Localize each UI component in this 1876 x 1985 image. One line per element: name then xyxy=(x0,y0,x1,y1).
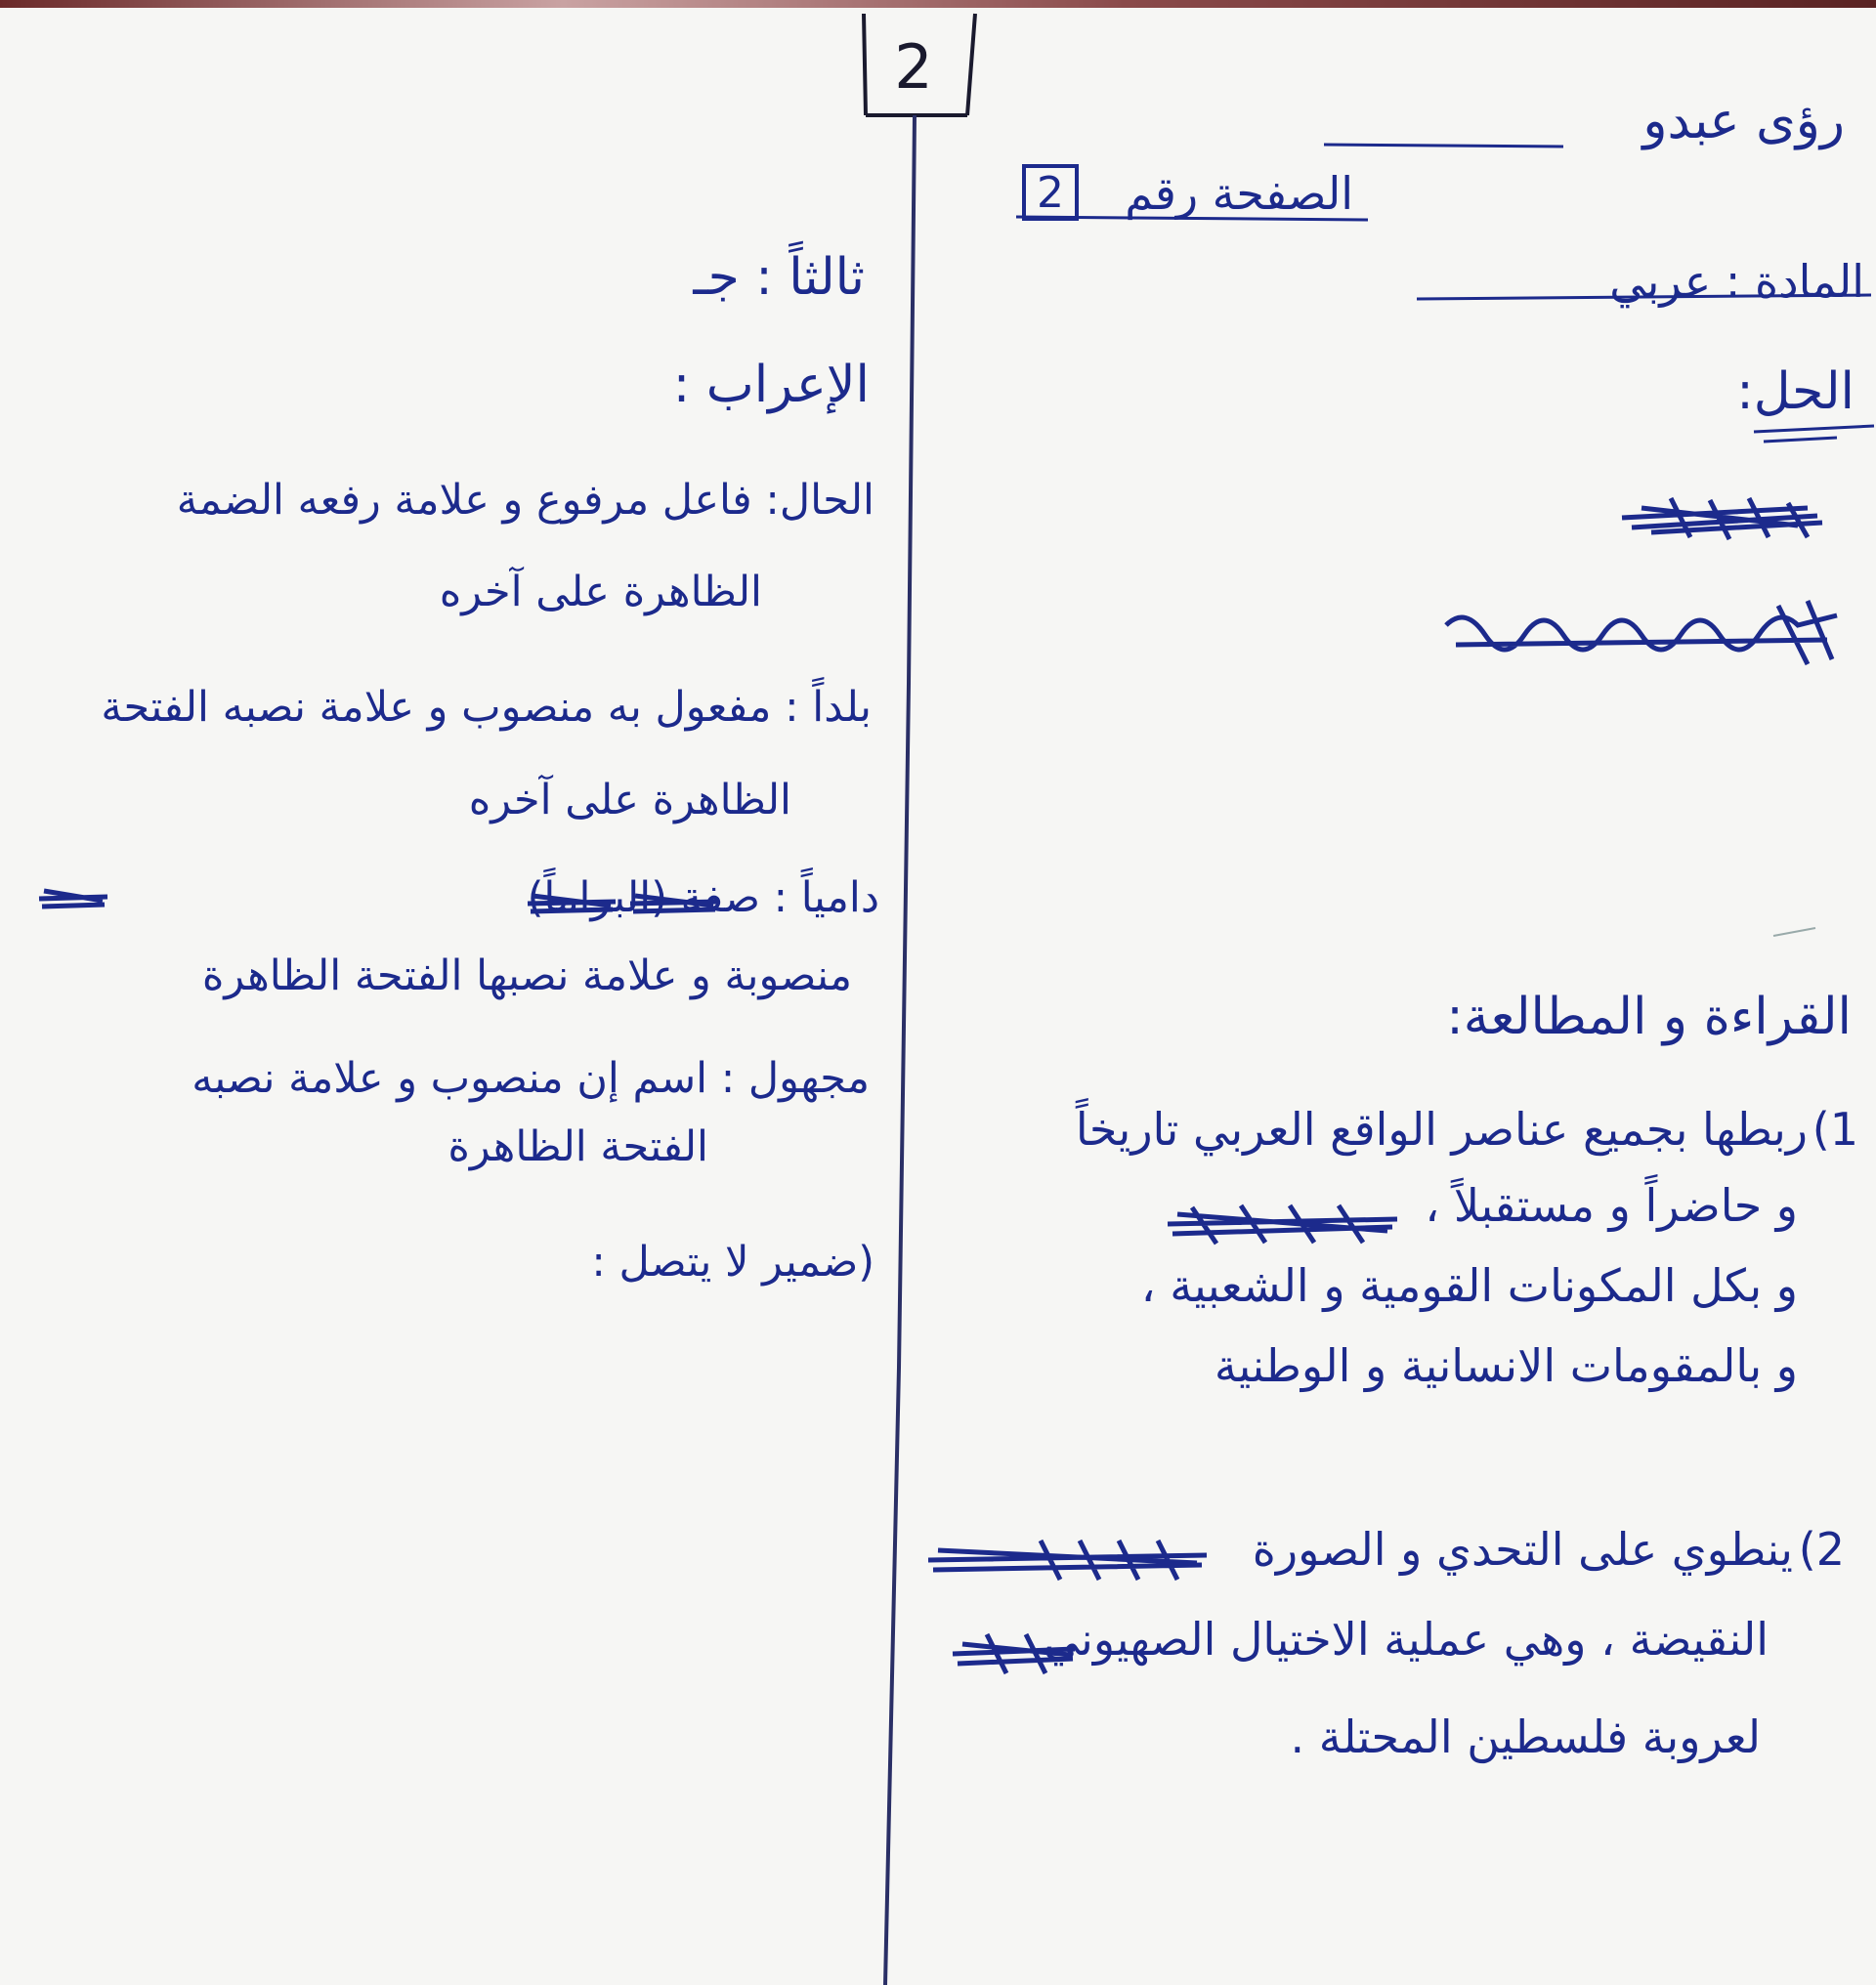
page-label: الصفحة رقم xyxy=(1125,167,1353,220)
student-name: رؤى عبدو xyxy=(1642,92,1845,150)
scribble-4 xyxy=(923,1536,1216,1584)
page-number: 2 xyxy=(894,30,933,103)
answer1-line2: و حاضراً و مستقبلاً ، xyxy=(1425,1179,1798,1232)
answer2-line2: النقيضة ، وهي عملية الاختيال الصهيوني xyxy=(1043,1613,1769,1666)
answer1-marker: 1) xyxy=(1812,1103,1858,1156)
scribble-8 xyxy=(34,879,112,918)
reading-heading: القراءة و المطالعة: xyxy=(1446,988,1852,1046)
third-heading: ثالثاً : جـ xyxy=(693,248,865,307)
scribble-1 xyxy=(1612,479,1837,557)
top-edge xyxy=(0,0,1876,8)
scribble-6 xyxy=(523,884,620,923)
parsing-heading: الإعراب : xyxy=(672,356,870,414)
item4-line1: مجهول : اسم إن منصوب و علامة نصبه xyxy=(192,1054,870,1103)
answer1-line3: و بكل المكونات القومية و الشعبية ، xyxy=(1140,1259,1798,1312)
item1-line1: الحال: فاعل مرفوع و علامة رفعه الضمة xyxy=(176,476,874,525)
scribble-2 xyxy=(1436,596,1847,674)
solution-heading: الحل: xyxy=(1736,362,1855,421)
scribble-5 xyxy=(948,1629,1085,1678)
item5-line: (ضمير لا يتصل : xyxy=(591,1238,874,1287)
answer1-line4: و بالمقومات الانسانية و الوطنية xyxy=(1214,1339,1798,1392)
page-label-number: 2 xyxy=(1037,167,1064,218)
item2-line2: الظاهرة على آخره xyxy=(468,776,791,824)
page-label-number-box xyxy=(1022,164,1079,221)
item3-line1: دامياً : صفة (البراماً) xyxy=(527,873,879,922)
item2-line1: بلداً : مفعول به منصوب و علامة نصبه الفتحة xyxy=(101,683,872,732)
page-number-box xyxy=(862,18,965,115)
item1-line2: الظاهرة على آخره xyxy=(439,568,762,616)
subject-line: المادة : عربي xyxy=(1609,255,1864,308)
scribble-7 xyxy=(625,884,723,923)
answer2-line1: ينطوي على التحدي و الصورة xyxy=(1252,1523,1793,1576)
scribble-3 xyxy=(1163,1200,1407,1248)
answer2-line3: لعروبة فلسطين المحتلة . xyxy=(1290,1710,1761,1763)
item4-line2: الفتحة الظاهرة xyxy=(448,1122,708,1171)
answer2-marker: 2) xyxy=(1798,1523,1845,1576)
item3-line2: منصوبة و علامة نصبها الفتحة الظاهرة xyxy=(201,951,852,1000)
answer1-line1: ربطها بجميع عناصر الواقع العربي تاريخاً xyxy=(1075,1103,1808,1156)
